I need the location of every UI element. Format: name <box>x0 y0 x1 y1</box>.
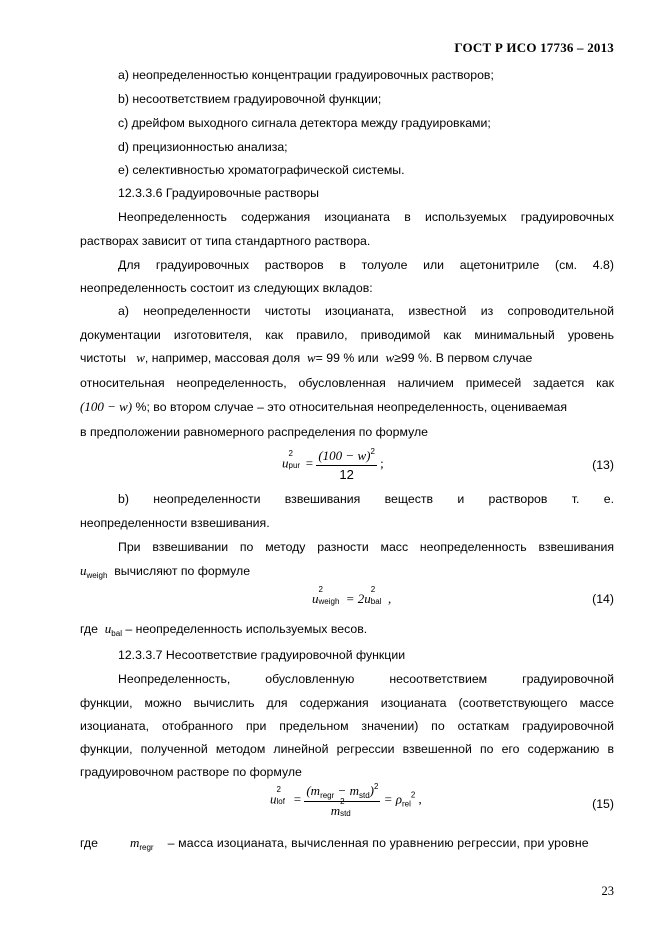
paragraph-line: b) неопределенности взвешивания веществ и растворов т. е. <box>118 492 614 506</box>
section-heading-12-3-3-6: 12.3.3.6 Градуировочные растворы <box>118 186 320 200</box>
variable-w: w <box>385 350 395 365</box>
section-heading-12-3-3-7: 12.3.3.7 Несоответствие градуировочной функции <box>118 648 406 662</box>
page-number: 23 <box>601 884 614 898</box>
formula-15: u 2 lof = $(m_{regr} - m_{std})^2$ m 2 std = $\rho_{rel}^2$ , <box>270 782 422 818</box>
list-item-a: а) неопределенностью концентрации градуировочных растворов; <box>118 68 494 82</box>
paragraph-line: Неопределенность, обусловленную несоответствием градуировочной <box>118 672 614 686</box>
formula-13: u 2 pur = $\frac{(100 - w)^2}{12}$ ; <box>282 447 384 482</box>
paragraph-line: относительная неопределенность, обусловленная наличием примесей задается как <box>80 376 614 390</box>
list-item-c: с) дрейфом выходного сигнала детектора между градуировками; <box>118 116 491 130</box>
fraction: $\frac{(100 - w)^2}{12}$ <box>318 447 375 482</box>
paragraph-line: Для градуировочных растворов в толуоле или ацетонитриле (см. 4.8) <box>118 258 614 272</box>
paragraph-line: неопределенность состоит из следующих вкладов: <box>80 281 373 295</box>
equation-number: (14) <box>592 592 614 606</box>
paragraph-line: неопределенности взвешивания. <box>80 516 270 530</box>
standard-header: ГОСТ Р ИСО 17736 – 2013 <box>454 40 614 55</box>
paragraph-line: функции, полученной методом линейной регрессии взвешенной по его содержанию в <box>80 742 614 756</box>
equation-number: (13) <box>592 458 614 472</box>
paragraph-line: документации изготовителя, как правило, приводимой как минимальный уровень <box>80 328 614 342</box>
fraction: $(m_{regr} - m_{std})^2$ m 2 std <box>306 782 379 818</box>
paragraph-line: растворах зависит от типа стандартного раствора. <box>80 234 371 248</box>
variable-w: w <box>136 350 145 365</box>
paragraph-line: где $m_{regr}$ – масса изоцианата, вычисленная по уравнению регрессии, при уровне <box>80 835 589 852</box>
list-item-d: d) прецизионностью анализа; <box>118 140 288 154</box>
variable-w: w <box>306 350 316 365</box>
paragraph-line: а) неопределенности чистоты изоцианата, известной из сопроводительной <box>118 304 614 318</box>
paragraph-line: При взвешивании по методу разности масс неопределенность взвешивания <box>118 540 614 554</box>
expression-100-minus-w: (100 − w) <box>80 399 133 414</box>
paragraph-line: функции, можно вычислить для содержания изоцианата (соответствующего массе <box>80 696 614 710</box>
paragraph-line: $u_{weigh}$ вычисляют по формуле <box>80 563 251 580</box>
equation-number: (15) <box>592 797 614 811</box>
list-item-b: b) несоответствием градуировочной функции; <box>118 92 382 106</box>
paragraph-line: в предположении равномерного распределения по формуле <box>80 425 428 439</box>
list-item-e: е) селективностью хроматографической системы. <box>118 163 405 177</box>
formula-14: u 2 weigh = 2u 2 bal , <box>312 585 392 606</box>
paragraph-line: (100 − w) %; во втором случае – это относительная неопределенность, оцениваемая <box>80 399 567 414</box>
paragraph-line: Неопределенность содержания изоцианата в используемых градуировочных <box>118 210 614 224</box>
paragraph-line: где $u_{bal}$ – неопределенность используемых весов. <box>80 621 368 638</box>
paragraph-line: чистоты w, например, массовая доля w= 99 % или w≥99 %. В первом случае <box>80 350 533 365</box>
paragraph-line: градуировочном растворе по формуле <box>80 765 302 779</box>
paragraph-line: изоцианата, отобранного при предельном значении) по остаткам градуировочной <box>80 719 614 733</box>
